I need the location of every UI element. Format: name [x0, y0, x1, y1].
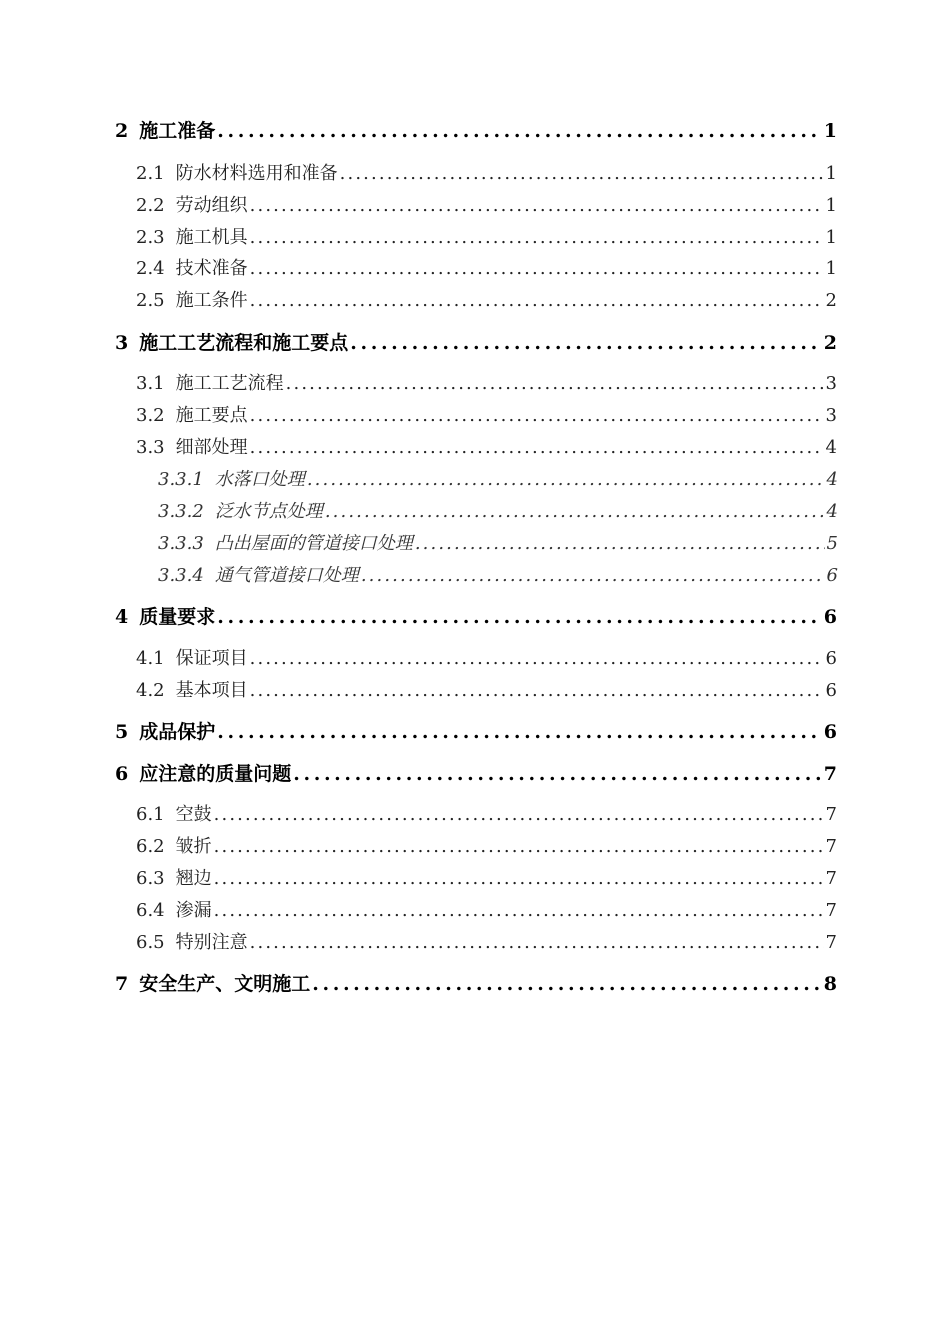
toc-entry-2-1[interactable]	[136, 159, 837, 189]
toc-entry-number: 5	[115, 721, 129, 743]
toc-entry-number: 2.5	[136, 290, 165, 311]
toc-entry-page: 7	[825, 804, 837, 825]
toc-entry-page: 7	[825, 932, 837, 953]
toc-entry-title: 质量要求	[139, 606, 216, 628]
toc-entry-3-3-4[interactable]	[158, 561, 838, 591]
toc-dot-leader	[250, 195, 824, 216]
toc-dot-leader	[250, 680, 824, 701]
toc-entry-title: 施工要点	[175, 405, 248, 426]
toc-dot-leader	[217, 120, 822, 142]
toc-entry-title: 安全生产、文明施工	[139, 973, 311, 995]
toc-entry-7[interactable]	[115, 969, 837, 999]
toc-entry-3[interactable]	[115, 328, 837, 358]
toc-entry-page: 8	[823, 973, 837, 995]
toc-entry-number: 7	[115, 973, 129, 995]
toc-entry-number: 6.1	[136, 804, 165, 825]
toc-entry-number: 4	[115, 606, 129, 628]
toc-entry-title: 通气管道接口处理	[214, 565, 359, 586]
toc-entry-6-1[interactable]	[136, 800, 837, 830]
toc-entry-title: 施工准备	[139, 120, 216, 142]
toc-entry-number: 4.2	[136, 680, 165, 701]
toc-dot-leader	[250, 437, 824, 458]
toc-entry-6[interactable]	[115, 759, 837, 789]
toc-entry-page: 4	[825, 437, 837, 458]
toc-entry-page: 6	[825, 648, 837, 669]
toc-entry-number: 3.3.4	[158, 565, 204, 586]
toc-entry-title: 施工条件	[175, 290, 248, 311]
toc-entry-number: 2.4	[136, 258, 165, 279]
toc-entry-title: 施工工艺流程	[175, 373, 284, 394]
toc-entry-number: 6.5	[136, 932, 165, 953]
toc-entry-title: 水落口处理	[214, 469, 305, 490]
toc-entry-title: 渗漏	[175, 900, 212, 921]
toc-entry-page: 7	[825, 836, 837, 857]
toc-dot-leader	[286, 373, 824, 394]
toc-dot-leader	[307, 469, 825, 490]
toc-dot-leader	[250, 227, 824, 248]
toc-entry-page: 6	[823, 606, 837, 628]
toc-entry-number: 6.2	[136, 836, 165, 857]
toc-entry-number: 3.2	[136, 405, 165, 426]
toc-entry-page: 7	[825, 868, 837, 889]
toc-entry-title: 翘边	[175, 868, 212, 889]
toc-entry-3-3-1[interactable]	[158, 465, 838, 495]
toc-dot-leader	[250, 290, 824, 311]
toc-dot-leader	[340, 163, 824, 184]
toc-entry-3-1[interactable]	[136, 369, 837, 399]
toc-entry-page: 3	[825, 373, 837, 394]
toc-entry-title: 凸出屋面的管道接口处理	[214, 533, 413, 554]
toc-dot-leader	[250, 648, 824, 669]
toc-entry-number: 3	[115, 332, 129, 354]
toc-entry-page: 7	[825, 900, 837, 921]
toc-entry-number: 3.3.3	[158, 533, 204, 554]
toc-entry-page: 6	[823, 721, 837, 743]
toc-entry-number: 3.3	[136, 437, 165, 458]
toc-entry-title: 劳动组织	[175, 195, 248, 216]
toc-entry-page: 6	[825, 680, 837, 701]
toc-dot-leader	[325, 501, 825, 522]
toc-dot-leader	[214, 868, 824, 889]
toc-entry-title: 基本项目	[175, 680, 248, 701]
toc-dot-leader	[312, 973, 822, 995]
toc-entry-2[interactable]	[115, 116, 837, 146]
toc-entry-page: 1	[825, 163, 837, 184]
toc-entry-4[interactable]	[115, 602, 837, 632]
toc-entry-page: 1	[825, 195, 837, 216]
toc-entry-number: 2.3	[136, 227, 165, 248]
toc-entry-3-3-3[interactable]	[158, 529, 838, 559]
toc-entry-page: 1	[823, 120, 837, 142]
toc-entry-6-5[interactable]	[136, 928, 837, 958]
toc-dot-leader	[214, 804, 824, 825]
toc-dot-leader	[415, 533, 825, 554]
toc-entry-number: 6.4	[136, 900, 165, 921]
toc-entry-page: 5	[826, 533, 838, 554]
toc-entry-title: 特别注意	[175, 932, 248, 953]
toc-entry-title: 空鼓	[175, 804, 212, 825]
toc-entry-page: 7	[823, 763, 837, 785]
toc-entry-title: 防水材料选用和准备	[175, 163, 338, 184]
toc-entry-3-2[interactable]	[136, 401, 837, 431]
toc-entry-page: 2	[825, 290, 837, 311]
toc-entry-title: 皱折	[175, 836, 212, 857]
toc-entry-number: 6	[115, 763, 129, 785]
toc-entry-2-3[interactable]	[136, 223, 837, 253]
toc-entry-title: 施工工艺流程和施工要点	[139, 332, 349, 354]
toc-entry-page: 2	[823, 332, 837, 354]
toc-entry-3-3-2[interactable]	[158, 497, 838, 527]
toc-entry-6-4[interactable]	[136, 896, 837, 926]
toc-entry-number: 3.3.1	[158, 469, 204, 490]
toc-entry-title: 应注意的质量问题	[139, 763, 292, 785]
toc-dot-leader	[361, 565, 825, 586]
toc-dot-leader	[217, 606, 822, 628]
toc-dot-leader	[250, 405, 824, 426]
toc-entry-6-2[interactable]	[136, 832, 837, 862]
toc-entry-title: 细部处理	[175, 437, 248, 458]
toc-entry-2-2[interactable]	[136, 191, 837, 221]
toc-entry-number: 3.1	[136, 373, 165, 394]
toc-entry-number: 2	[115, 120, 129, 142]
toc-entry-number: 6.3	[136, 868, 165, 889]
toc-entry-page: 3	[825, 405, 837, 426]
toc-entry-title: 技术准备	[175, 258, 248, 279]
toc-entry-4-1[interactable]	[136, 644, 837, 674]
toc-entry-3-3[interactable]	[136, 433, 837, 463]
toc-dot-leader	[214, 836, 824, 857]
toc-entry-title: 泛水节点处理	[214, 501, 323, 522]
toc-entry-page: 6	[826, 565, 838, 586]
toc-entry-page: 1	[825, 258, 837, 279]
toc-entry-number: 3.3.2	[158, 501, 204, 522]
toc-entry-number: 2.1	[136, 163, 165, 184]
toc-dot-leader	[250, 932, 824, 953]
toc-entry-title: 施工机具	[175, 227, 248, 248]
toc-entry-2-4[interactable]	[136, 254, 837, 284]
toc-entry-page: 4	[826, 469, 838, 490]
toc-entry-2-5[interactable]	[136, 286, 837, 316]
toc-entry-number: 2.2	[136, 195, 165, 216]
toc-dot-leader	[214, 900, 824, 921]
toc-dot-leader	[250, 258, 824, 279]
toc-dot-leader	[293, 763, 822, 785]
toc-entry-page: 1	[825, 227, 837, 248]
toc-entry-title: 成品保护	[139, 721, 216, 743]
toc-entry-number: 4.1	[136, 648, 165, 669]
toc-entry-4-2[interactable]	[136, 676, 837, 706]
toc-dot-leader	[217, 721, 822, 743]
toc-entry-6-3[interactable]	[136, 864, 837, 894]
toc-dot-leader	[350, 332, 822, 354]
toc-entry-title: 保证项目	[175, 648, 248, 669]
toc-entry-page: 4	[826, 501, 838, 522]
toc-entry-5[interactable]	[115, 717, 837, 747]
